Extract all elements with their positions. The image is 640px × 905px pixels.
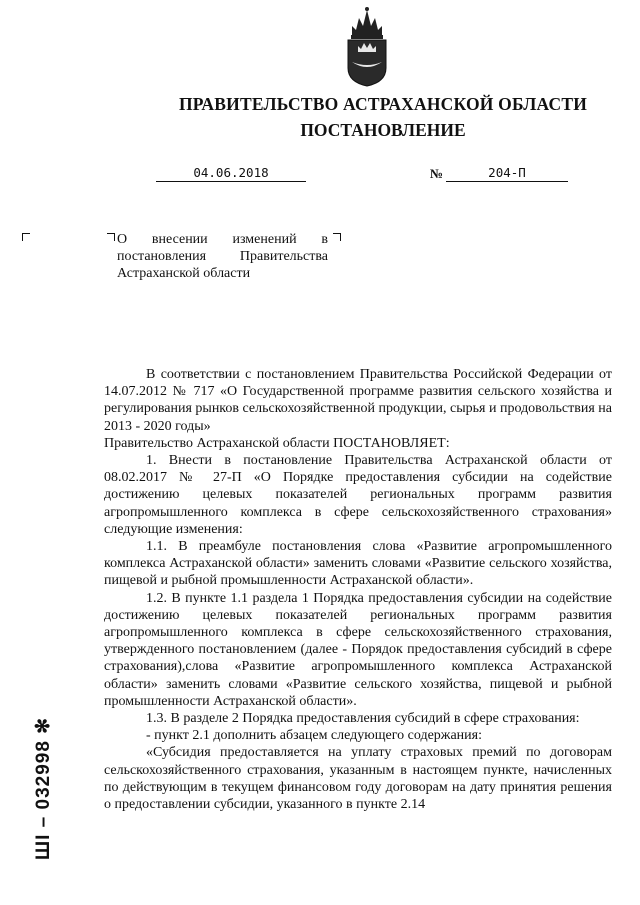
coat-of-arms-emblem xyxy=(342,6,392,88)
document-number: 204-П xyxy=(446,165,568,182)
document-body xyxy=(104,366,612,813)
left-margin-corner-mark xyxy=(22,233,30,241)
body-paragraph-resolves: Правительство Астраханской области ПОСТАНОВЛЯЕТ: xyxy=(104,435,450,451)
government-title: ПРАВИТЕЛЬСТВО АСТРАХАНСКОЙ ОБЛАСТИ xyxy=(178,94,588,114)
body-paragraph-item-1: 1. Внести в постановление Правительства Астраханской области от 08.02.2017 № 27-П «О Порядке предоставления субсидии на содействие достижению целевых показателей региональных программ развития агропромышленного комплекса в сфере сельскохозяйственного страхования» следующие изменения: xyxy=(104,453,612,537)
body-paragraph-item-1-2: 1.2. В пункте 1.1 раздела 1 Порядка предоставления субсидии на содействие достижению целевых показателей региональных программ развития агропромышленного комплекса в сфере сельскохозяйственного страхования, утвержденного постановлением (далее - Порядок предоставления субсидий в сфере страхования),слова «Развитие агропромышленного комплекса Астраханской области» заменить словами «Развитие сельского хозяйства, пищевой и рыбной промышленности Астраханской области». xyxy=(104,590,612,709)
document-subject: О внесении изменений в постановления Правительства Астраханской области xyxy=(117,232,328,281)
body-paragraph-preamble: В соответствии с постановлением Правительства Российской Федерации от 14.07.2012 № 717 «О Государственной программе развития сельского хозяйства и регулирования рынков сельскохозяйственной продукции, сырья и продовольствия на 2013 - 2020 годы» xyxy=(104,367,612,434)
body-paragraph-item-2-1-intro: - пункт 2.1 дополнить абзацем следующего содержания: xyxy=(146,728,482,744)
body-paragraph-item-1-3: 1.3. В разделе 2 Порядка предоставления субсидий в сфере страхования: xyxy=(146,711,580,727)
body-paragraph-item-1-1: 1.1. В преамбуле постановления слова «Развитие агропромышленного комплекса Астраханской области» заменить словами «Развитие сельского хозяйства, пищевой и рыбной промышленности Астраханской области». xyxy=(104,539,612,589)
document-date: 04.06.2018 xyxy=(156,165,306,182)
form-serial-number: ШI – 032998 ✻ xyxy=(33,716,54,860)
subject-left-corner-mark xyxy=(107,233,115,241)
document-type-title: ПОСТАНОВЛЕНИЕ xyxy=(300,120,466,140)
document-number-label: № xyxy=(430,166,444,181)
body-paragraph-quote: «Субсидия предоставляется на уплату страховых премий по договорам сельскохозяйственного страхования, указанным в настоящем пункте, начисленных по действующим в текущем финансовом году договорам на дату принятия решения о предоставлении субсидии, указанного в пункте 2.14 xyxy=(104,745,612,813)
subject-right-corner-mark xyxy=(333,233,341,241)
